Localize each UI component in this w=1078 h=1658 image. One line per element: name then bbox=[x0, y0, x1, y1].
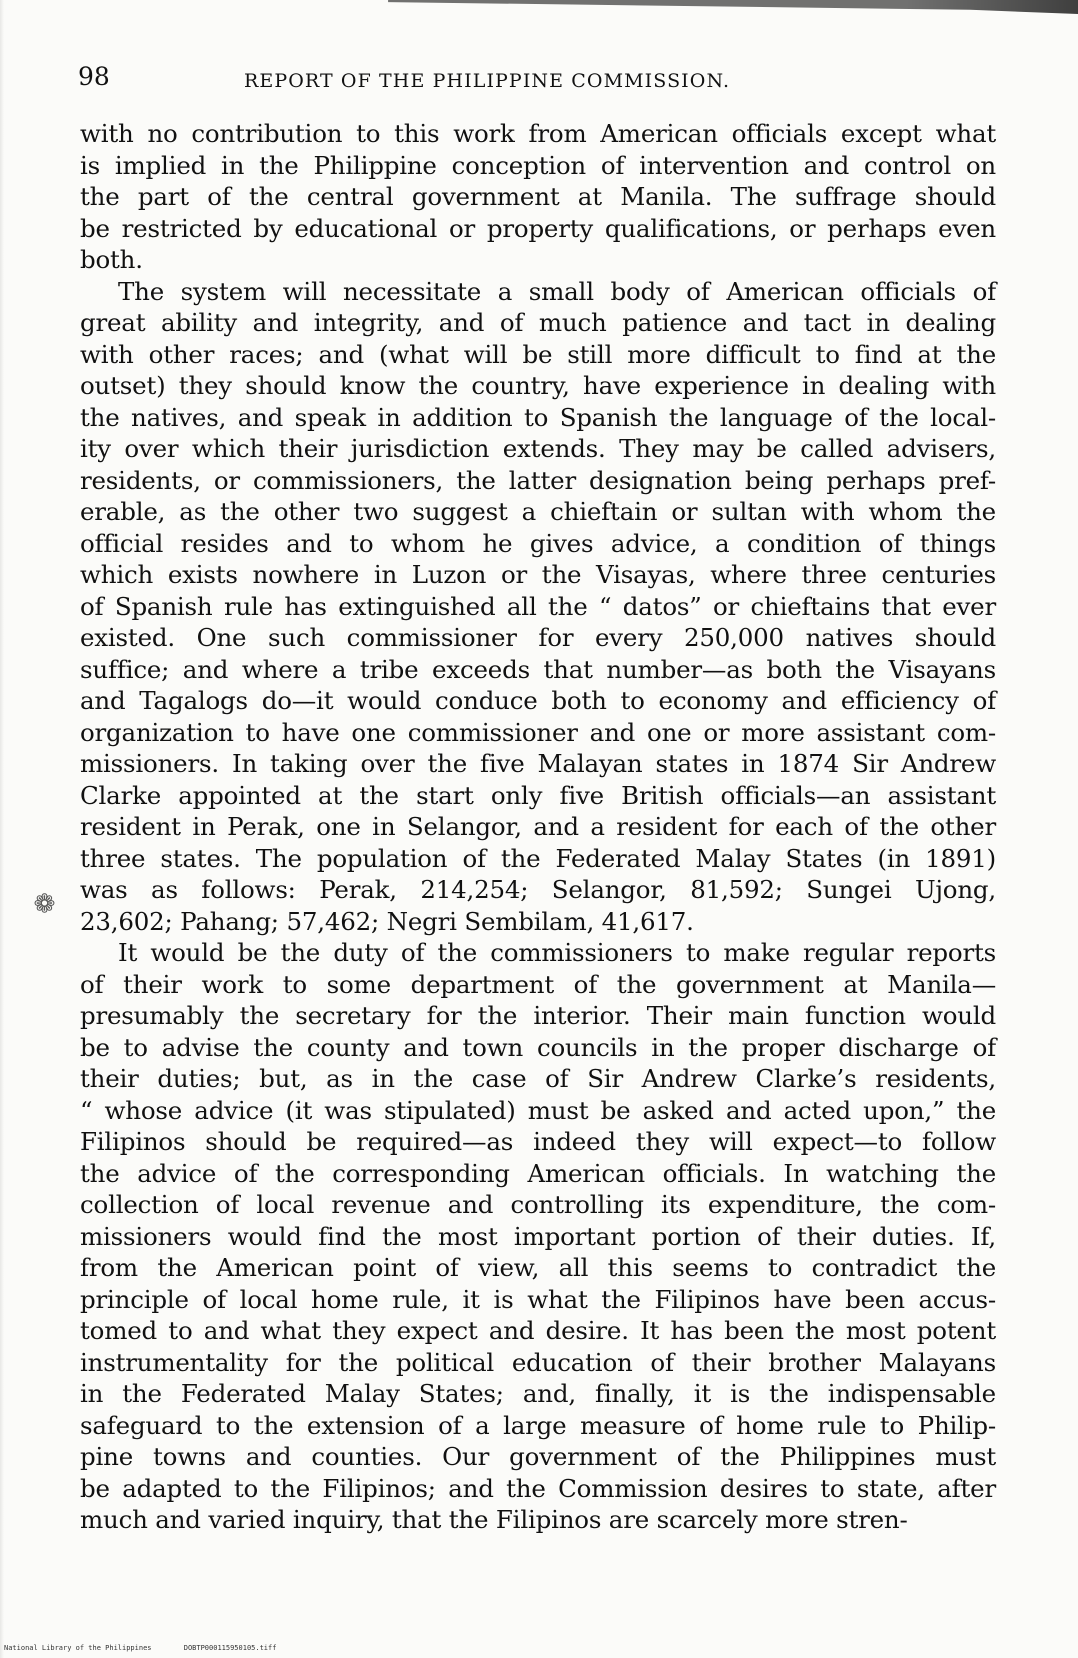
text-line: which exists nowhere in Luzon or the Visayas, where three centuries bbox=[80, 560, 996, 589]
text-line: resident in Perak, one in Selangor, and a resident for each of the other bbox=[80, 812, 996, 841]
text-line: the natives, and speak in addition to Spanish the language of the local- bbox=[80, 402, 996, 432]
scan-edge-shadow bbox=[0, 0, 4, 1658]
scan-top-edge bbox=[0, 0, 1078, 14]
paragraph bbox=[80, 118, 996, 276]
text-line: “ whose advice (it was stipulated) must be asked and acted upon,” the bbox=[80, 1095, 996, 1125]
text-line: tomed to and what they expect and desire. It has been the most potent bbox=[80, 1316, 996, 1345]
text-line: principle of local home rule, it is what the Filipinos have been accus- bbox=[80, 1284, 996, 1314]
text-line: missioners. In taking over the five Malayan states in 1874 Sir Andrew bbox=[80, 749, 996, 778]
text-line: residents, or commissioners, the latter designation being perhaps pref- bbox=[80, 465, 996, 495]
text-line: the part of the central government at Manila. The suffrage should bbox=[80, 182, 996, 211]
paragraph bbox=[80, 276, 996, 938]
text-line: official resides and to whom he gives advice, a condition of things bbox=[80, 528, 996, 558]
footer-library: National Library of the Philippines bbox=[4, 1644, 152, 1652]
text-line: be adapted to the Filipinos; and the Commission desires to state, after bbox=[80, 1473, 996, 1503]
body-text bbox=[80, 118, 996, 1536]
text-line: be restricted by educational or property qualifications, or perhaps even bbox=[80, 213, 996, 243]
text-line: erable, as the other two suggest a chieftain or sultan with whom the bbox=[80, 497, 996, 526]
text-line: instrumentality for the political education of their brother Malayans bbox=[80, 1347, 996, 1377]
text-line: missioners would find the most important portion of their duties. If, bbox=[80, 1221, 996, 1251]
text-line: was as follows: Perak, 214,254; Selangor, 81,592; Sungei Ujong, bbox=[80, 875, 996, 904]
text-line: three states. The population of the Federated Malay States (in 1891) bbox=[80, 843, 996, 873]
text-line: presumably the secretary for the interior. Their main function would bbox=[80, 1001, 996, 1030]
text-line: outset) they should know the country, have experience in dealing with bbox=[80, 371, 996, 400]
page-number: 98 bbox=[78, 62, 110, 91]
paragraph bbox=[80, 937, 996, 1536]
text-line: pine towns and counties. Our government of the Philippines must bbox=[80, 1442, 996, 1471]
text-line: Filipinos should be required—as indeed they will expect—to follow bbox=[80, 1127, 996, 1156]
text-line: great ability and integrity, and of much patience and tact in dealing bbox=[80, 308, 996, 337]
text-line: existed. One such commissioner for every 250,000 natives should bbox=[80, 623, 996, 652]
footer-file: DOBTP000115950105.tiff bbox=[183, 1644, 277, 1652]
page-header bbox=[78, 62, 990, 102]
text-line: be to advise the county and town councils in the proper discharge of bbox=[80, 1032, 996, 1062]
text-line: their duties; but, as in the case of Sir Andrew Clarke’s residents, bbox=[80, 1064, 996, 1093]
text-line: much and varied inquiry, that the Filipinos are scarcely more stren- bbox=[80, 1505, 908, 1534]
text-line: collection of local revenue and controlling its expenditure, the com- bbox=[80, 1190, 996, 1219]
text-line: of their work to some department of the government at Manila— bbox=[80, 969, 996, 999]
text-line: with other races; and (what will be still more difficult to find at the bbox=[80, 339, 996, 369]
text-line: Clarke appointed at the start only five British officials—an assistant bbox=[80, 780, 996, 810]
text-line: It would be the duty of the commissioners to make regular reports bbox=[118, 938, 996, 967]
text-line: with no contribution to this work from American officials except what bbox=[80, 119, 996, 148]
text-line: suffice; and where a tribe exceeds that number—as both the Visayans bbox=[80, 654, 996, 684]
text-line: ity over which their jurisdiction extends. They may be called advisers, bbox=[80, 434, 996, 463]
text-line: is implied in the Philippine conception of intervention and control on bbox=[80, 150, 996, 180]
text-line: 23,602; Pahang; 57,462; Negri Sembilam, 41,617. bbox=[80, 906, 694, 936]
text-line: from the American point of view, all this seems to contradict the bbox=[80, 1253, 996, 1282]
text-line: in the Federated Malay States; and, finally, it is the indispensable bbox=[80, 1379, 996, 1408]
margin-mark: ❁ bbox=[27, 892, 58, 914]
running-head: REPORT OF THE PHILIPPINE COMMISSION. bbox=[244, 70, 731, 92]
text-line: The system will necessitate a small body of American officials of bbox=[118, 276, 996, 306]
text-line: safeguard to the extension of a large measure of home rule to Philip- bbox=[80, 1410, 996, 1440]
text-line: the advice of the corresponding American officials. In watching the bbox=[80, 1158, 996, 1188]
scan-footer bbox=[4, 1644, 304, 1653]
text-line: of Spanish rule has extinguished all the “ datos” or chieftains that ever bbox=[80, 591, 996, 621]
text-line: organization to have one commissioner and one or more assistant com- bbox=[80, 717, 996, 747]
text-line: both. bbox=[80, 245, 143, 274]
text-line: and Tagalogs do—it would conduce both to economy and efficiency of bbox=[80, 686, 996, 715]
